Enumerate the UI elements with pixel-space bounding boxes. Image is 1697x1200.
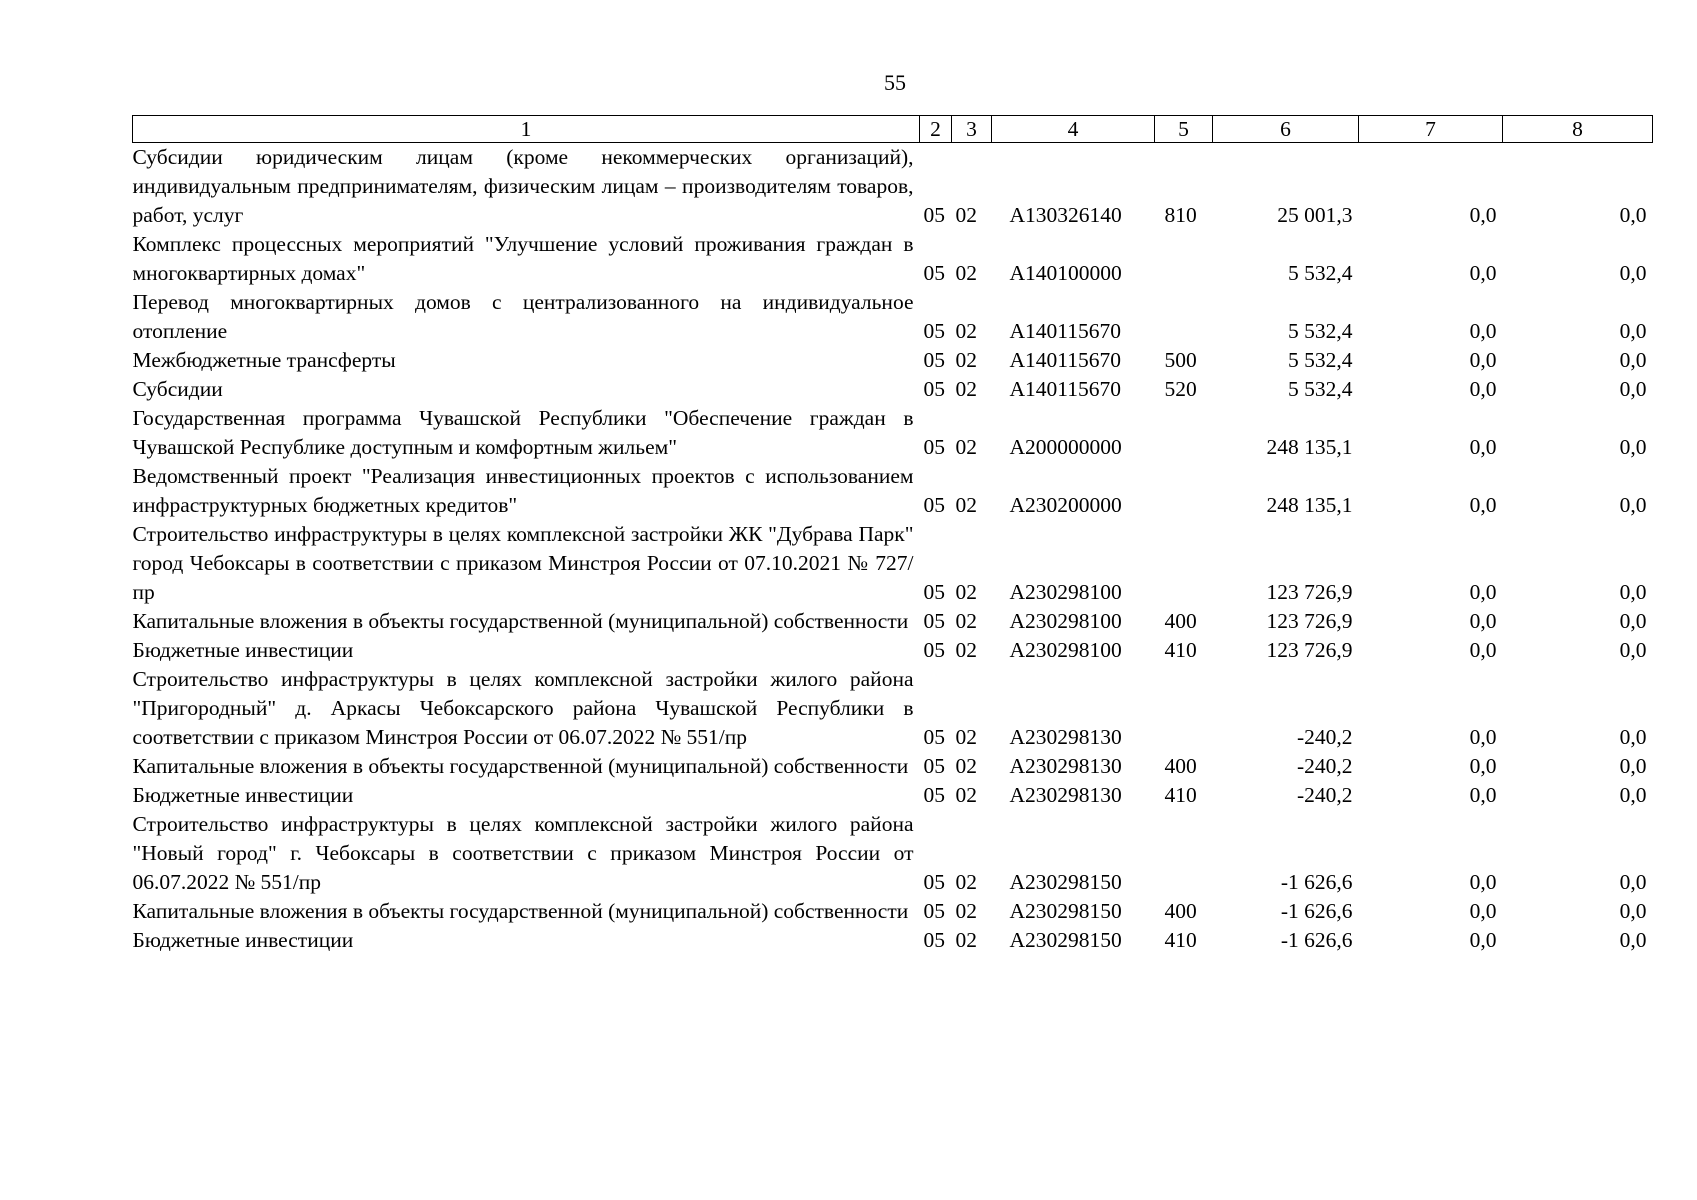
row-name: Государственная программа Чувашской Республики "Обеспечение граждан в Чувашской Республике доступным и комфортным жильем" [132, 406, 914, 459]
column-number-header [133, 116, 1653, 143]
row-target-code: А230298100 [1009, 580, 1122, 604]
row-target-code: А230298100 [1009, 609, 1122, 633]
row-expense-type [1155, 520, 1213, 607]
row-name: Субсидии юридическим лицам (кроме некоммерческих организаций), индивидуальным предпринимателям, физическим лицам – производителям товаров, работ, услуг [132, 145, 914, 227]
row-amount-2: 0,0 [1469, 348, 1497, 372]
row-section: 05 [923, 261, 945, 285]
row-amount-1: 123 726,9 [1266, 638, 1353, 662]
row-target-code: А140115670 [1009, 348, 1121, 372]
row-amount-3: 0,0 [1619, 493, 1647, 517]
row-target-code: А230298130 [1009, 725, 1122, 749]
page-number: 55 [884, 70, 906, 95]
row-name: Перевод многоквартирных домов с централизованного на индивидуальное отопление [132, 290, 914, 343]
table-row [133, 230, 1653, 288]
table-row [133, 665, 1653, 752]
row-amount-3: 0,0 [1619, 783, 1647, 807]
row-amount-2: 0,0 [1469, 203, 1497, 227]
table-row [133, 346, 1653, 375]
row-name: Бюджетные инвестиции [132, 783, 354, 807]
table-body [133, 143, 1653, 956]
row-amount-2: 0,0 [1469, 319, 1497, 343]
column-header: 2 [920, 116, 952, 143]
row-section: 05 [923, 870, 945, 894]
table-row [133, 810, 1653, 897]
row-amount-2: 0,0 [1469, 870, 1497, 894]
table-row [133, 752, 1653, 781]
row-name: Субсидии [132, 377, 223, 401]
row-amount-1: 5 532,4 [1288, 348, 1353, 372]
row-name: Бюджетные инвестиции [132, 638, 354, 662]
row-amount-3: 0,0 [1619, 754, 1647, 778]
row-subsection: 02 [955, 725, 977, 749]
row-amount-1: -1 626,6 [1280, 899, 1353, 923]
row-amount-3: 0,0 [1619, 203, 1647, 227]
row-target-code: А140100000 [1009, 261, 1122, 285]
row-amount-2: 0,0 [1469, 754, 1497, 778]
row-subsection: 02 [955, 580, 977, 604]
table-row [133, 926, 1653, 955]
row-expense-type [1155, 462, 1213, 520]
row-amount-3: 0,0 [1619, 638, 1647, 662]
row-amount-3: 0,0 [1619, 377, 1647, 401]
row-section: 05 [923, 377, 945, 401]
row-target-code: А130326140 [1009, 203, 1122, 227]
row-amount-1: -240,2 [1296, 725, 1353, 749]
table-row [133, 143, 1653, 231]
row-amount-2: 0,0 [1469, 435, 1497, 459]
row-subsection: 02 [955, 377, 977, 401]
row-name: Бюджетные инвестиции [132, 928, 354, 952]
row-section: 05 [923, 928, 945, 952]
row-amount-1: 248 135,1 [1266, 435, 1353, 459]
row-amount-3: 0,0 [1619, 319, 1647, 343]
row-target-code: А200000000 [1009, 435, 1122, 459]
row-amount-2: 0,0 [1469, 783, 1497, 807]
column-header: 1 [133, 116, 920, 143]
column-header: 6 [1213, 116, 1359, 143]
row-subsection: 02 [955, 899, 977, 923]
row-target-code: А230298130 [1009, 783, 1122, 807]
column-header: 7 [1359, 116, 1503, 143]
row-amount-1: 5 532,4 [1288, 261, 1353, 285]
row-amount-1: 5 532,4 [1288, 319, 1353, 343]
table-row [133, 897, 1653, 926]
row-subsection: 02 [955, 638, 977, 662]
row-expense-type [1155, 665, 1213, 752]
row-expense-type: 500 [1164, 348, 1197, 372]
row-subsection: 02 [955, 348, 977, 372]
row-section: 05 [923, 754, 945, 778]
column-header: 3 [952, 116, 992, 143]
row-amount-3: 0,0 [1619, 609, 1647, 633]
row-amount-2: 0,0 [1469, 377, 1497, 401]
row-target-code: А230298150 [1009, 928, 1122, 952]
row-target-code: А230200000 [1009, 493, 1122, 517]
row-amount-3: 0,0 [1619, 348, 1647, 372]
row-target-code: А230298100 [1009, 638, 1122, 662]
row-target-code: А140115670 [1009, 377, 1121, 401]
row-amount-3: 0,0 [1619, 580, 1647, 604]
row-amount-1: 123 726,9 [1266, 609, 1353, 633]
row-subsection: 02 [955, 870, 977, 894]
row-amount-1: 123 726,9 [1266, 580, 1353, 604]
row-amount-1: 5 532,4 [1288, 377, 1353, 401]
table-row [133, 288, 1653, 346]
row-expense-type: 520 [1164, 377, 1197, 401]
row-amount-1: -1 626,6 [1280, 870, 1353, 894]
row-amount-1: -1 626,6 [1280, 928, 1353, 952]
row-subsection: 02 [955, 493, 977, 517]
row-amount-2: 0,0 [1469, 899, 1497, 923]
row-amount-2: 0,0 [1469, 261, 1497, 285]
row-section: 05 [923, 783, 945, 807]
row-amount-3: 0,0 [1619, 928, 1647, 952]
row-expense-type: 410 [1164, 783, 1197, 807]
row-amount-1: 25 001,3 [1277, 203, 1353, 227]
row-amount-3: 0,0 [1619, 899, 1647, 923]
row-subsection: 02 [955, 203, 977, 227]
row-amount-1: -240,2 [1296, 754, 1353, 778]
row-name: Межбюджетные трансферты [132, 348, 396, 372]
row-expense-type: 410 [1164, 638, 1197, 662]
row-expense-type [1155, 810, 1213, 897]
table-row [133, 607, 1653, 636]
row-section: 05 [923, 348, 945, 372]
row-subsection: 02 [955, 783, 977, 807]
row-amount-2: 0,0 [1469, 928, 1497, 952]
table-row [133, 462, 1653, 520]
row-target-code: А230298150 [1009, 870, 1122, 894]
row-amount-3: 0,0 [1619, 870, 1647, 894]
row-name: Строительство инфраструктуры в целях комплексной застройки жилого района "Пригородный" д. Аркасы Чебоксарского района Чувашской Республики в соответствии с приказом Минстроя России от 06.07.2022 № 551/пр [132, 667, 914, 749]
row-amount-3: 0,0 [1619, 725, 1647, 749]
row-section: 05 [923, 899, 945, 923]
row-amount-2: 0,0 [1469, 609, 1497, 633]
row-expense-type [1155, 230, 1213, 288]
row-amount-2: 0,0 [1469, 580, 1497, 604]
row-subsection: 02 [955, 435, 977, 459]
row-name: Строительство инфраструктуры в целях комплексной застройки жилого района "Новый город" г. Чебоксары в соответствии с приказом Минстроя России от 06.07.2022 № 551/пр [132, 812, 914, 894]
row-expense-type: 410 [1164, 928, 1197, 952]
row-name: Капитальные вложения в объекты государственной (муниципальной) собственности [132, 899, 909, 923]
row-name: Капитальные вложения в объекты государственной (муниципальной) собственности [132, 609, 909, 633]
row-subsection: 02 [955, 261, 977, 285]
row-amount-2: 0,0 [1469, 493, 1497, 517]
row-section: 05 [923, 638, 945, 662]
row-amount-2: 0,0 [1469, 638, 1497, 662]
row-expense-type [1155, 404, 1213, 462]
column-header: 8 [1503, 116, 1653, 143]
row-amount-3: 0,0 [1619, 261, 1647, 285]
row-section: 05 [923, 493, 945, 517]
row-target-code: А230298150 [1009, 899, 1122, 923]
table-row [133, 520, 1653, 607]
row-subsection: 02 [955, 609, 977, 633]
row-section: 05 [923, 725, 945, 749]
row-name: Капитальные вложения в объекты государственной (муниципальной) собственности [132, 754, 909, 778]
table-row [133, 781, 1653, 810]
column-header: 4 [992, 116, 1155, 143]
row-section: 05 [923, 203, 945, 227]
row-subsection: 02 [955, 754, 977, 778]
row-section: 05 [923, 319, 945, 343]
row-section: 05 [923, 580, 945, 604]
row-expense-type [1155, 288, 1213, 346]
row-name: Комплекс процессных мероприятий "Улучшение условий проживания граждан в многоквартирных домах" [132, 232, 914, 285]
budget-table [132, 115, 1653, 955]
row-subsection: 02 [955, 928, 977, 952]
row-target-code: А230298130 [1009, 754, 1122, 778]
row-target-code: А140115670 [1009, 319, 1121, 343]
row-amount-3: 0,0 [1619, 435, 1647, 459]
row-name: Строительство инфраструктуры в целях комплексной застройки ЖК "Дубрава Парк" город Чебоксары в соответствии с приказом Минстроя России от 07.10.2021 № 727/пр [132, 522, 914, 604]
column-header: 5 [1155, 116, 1213, 143]
row-expense-type: 400 [1164, 899, 1197, 923]
table-row [133, 636, 1653, 665]
row-amount-1: 248 135,1 [1266, 493, 1353, 517]
row-section: 05 [923, 609, 945, 633]
row-amount-1: -240,2 [1296, 783, 1353, 807]
row-expense-type: 400 [1164, 609, 1197, 633]
row-expense-type: 400 [1164, 754, 1197, 778]
table-row [133, 375, 1653, 404]
row-name: Ведомственный проект "Реализация инвестиционных проектов с использованием инфраструктурных бюджетных кредитов" [132, 464, 914, 517]
row-amount-2: 0,0 [1469, 725, 1497, 749]
table-row [133, 404, 1653, 462]
row-section: 05 [923, 435, 945, 459]
row-subsection: 02 [955, 319, 977, 343]
row-expense-type: 810 [1164, 203, 1197, 227]
